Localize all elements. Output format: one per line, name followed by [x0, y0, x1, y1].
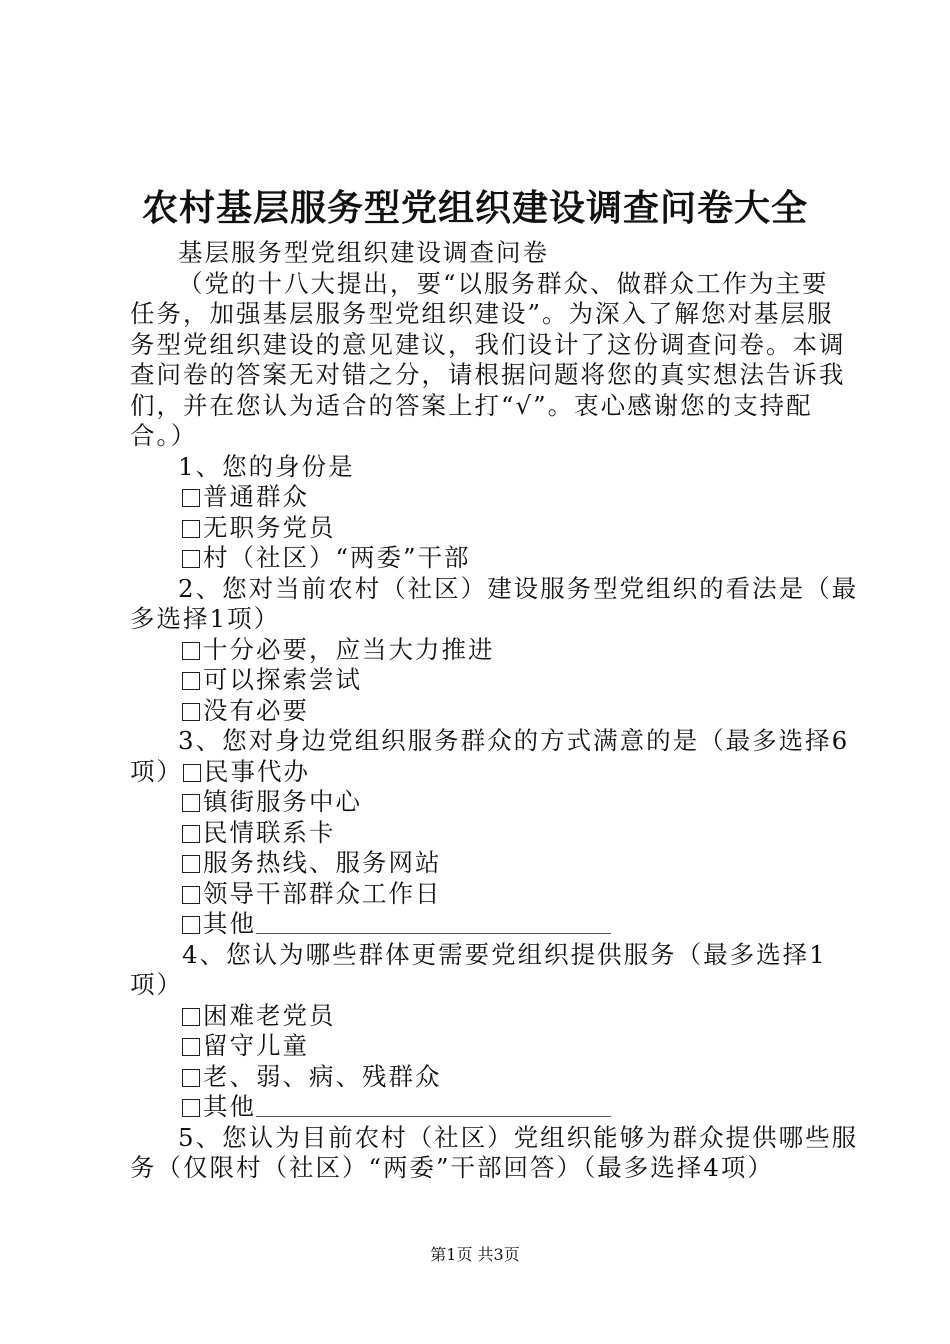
- checkbox-icon[interactable]: [182, 825, 200, 843]
- checkbox-icon[interactable]: [182, 520, 200, 538]
- checkbox-icon[interactable]: [182, 855, 200, 873]
- option-label: 无职务党员: [203, 513, 336, 542]
- checkbox-icon[interactable]: [182, 1099, 200, 1117]
- question-2: 2、您对当前农村（社区）建设服务型党组织的看法是（最: [178, 574, 859, 603]
- option-label: 困难老党员: [203, 1001, 336, 1030]
- option-label: 服务热线、服务网站: [203, 848, 442, 877]
- question-4: 4、您认为哪些群体更需要党组织提供服务（最多选择1: [182, 940, 827, 969]
- option-label: 民情联系卡: [203, 818, 336, 847]
- question-2-cont: 多选择1项）: [130, 604, 281, 633]
- checkbox-icon[interactable]: [182, 703, 200, 721]
- document-title: 农村基层服务型党组织建设调查问卷大全: [141, 187, 808, 229]
- checkbox-icon[interactable]: [182, 916, 200, 934]
- option-label: 镇街服务中心: [203, 787, 362, 816]
- option-label: 其他: [203, 909, 256, 938]
- checkbox-icon[interactable]: [182, 1038, 200, 1056]
- option-label: 普通群众: [203, 482, 309, 511]
- checkbox-icon[interactable]: [182, 550, 200, 568]
- option-label: 民事代办: [204, 757, 310, 786]
- option-checkbox[interactable]: [182, 1092, 611, 1122]
- checkbox-icon[interactable]: [182, 642, 200, 660]
- option-checkbox[interactable]: [182, 879, 442, 909]
- intro-line: 查问卷的答案无对错之分，请根据问题将您的真实想法告诉我: [130, 360, 846, 389]
- option-checkbox[interactable]: [182, 543, 471, 573]
- option-checkbox[interactable]: [182, 1001, 336, 1031]
- intro-line: 任务，加强基层服务型党组织建设”。为深入了解您对基层服: [130, 299, 834, 328]
- option-checkbox[interactable]: [182, 482, 309, 512]
- question-3-cont: [130, 757, 310, 787]
- checkbox-icon[interactable]: [182, 489, 200, 507]
- question-1: 1、您的身份是: [178, 452, 355, 481]
- intro-line: 合。）: [130, 421, 198, 450]
- option-label: 没有必要: [203, 696, 309, 725]
- checkbox-icon[interactable]: [182, 672, 200, 690]
- fill-in-blank[interactable]: [256, 909, 611, 934]
- option-label: 领导干部群众工作日: [203, 879, 442, 908]
- question-5: 5、您认为目前农村（社区）党组织能够为群众提供哪些服: [178, 1123, 859, 1152]
- option-checkbox[interactable]: [182, 696, 309, 726]
- question-3: 3、您对身边党组织服务群众的方式满意的是（最多选择6: [178, 726, 850, 755]
- option-checkbox[interactable]: [182, 665, 362, 695]
- question-3-suffix: 项）: [130, 757, 183, 786]
- intro-line: 务型党组织建设的意见建议，我们设计了这份调查问卷。本调: [130, 330, 846, 359]
- option-checkbox[interactable]: [182, 787, 362, 817]
- option-label: 村（社区）“两委”干部: [203, 543, 471, 572]
- checkbox-icon[interactable]: [182, 886, 200, 904]
- option-checkbox[interactable]: [182, 513, 336, 543]
- option-label: 老、弱、病、残群众: [203, 1062, 442, 1091]
- question-4-cont: 项）: [130, 970, 183, 999]
- checkbox-icon[interactable]: [182, 794, 200, 812]
- question-5-cont: 务（仅限村（社区）“两委”干部回答）（最多选择4项）: [130, 1153, 774, 1182]
- option-checkbox[interactable]: [182, 818, 336, 848]
- intro-line: 们，并在您认为适合的答案上打“√”。衷心感谢您的支持配: [130, 391, 813, 420]
- option-checkbox[interactable]: [182, 635, 495, 665]
- page-footer: 第1页 共3页: [430, 1245, 520, 1264]
- checkbox-icon[interactable]: [182, 1008, 200, 1026]
- option-label: 可以探索尝试: [203, 665, 362, 694]
- checkbox-icon[interactable]: [183, 764, 201, 782]
- option-label: 留守儿童: [203, 1031, 309, 1060]
- option-checkbox[interactable]: [183, 757, 310, 786]
- option-label: 十分必要，应当大力推进: [203, 635, 495, 664]
- option-checkbox[interactable]: [182, 848, 442, 878]
- option-label: 其他: [203, 1092, 256, 1121]
- intro-line: （党的十八大提出，要“以服务群众、做群众工作为主要: [178, 269, 829, 298]
- option-checkbox[interactable]: [182, 909, 611, 939]
- subtitle: 基层服务型党组织建设调查问卷: [178, 238, 549, 267]
- option-checkbox[interactable]: [182, 1031, 309, 1061]
- checkbox-icon[interactable]: [182, 1069, 200, 1087]
- option-checkbox[interactable]: [182, 1062, 442, 1092]
- fill-in-blank[interactable]: [256, 1092, 611, 1117]
